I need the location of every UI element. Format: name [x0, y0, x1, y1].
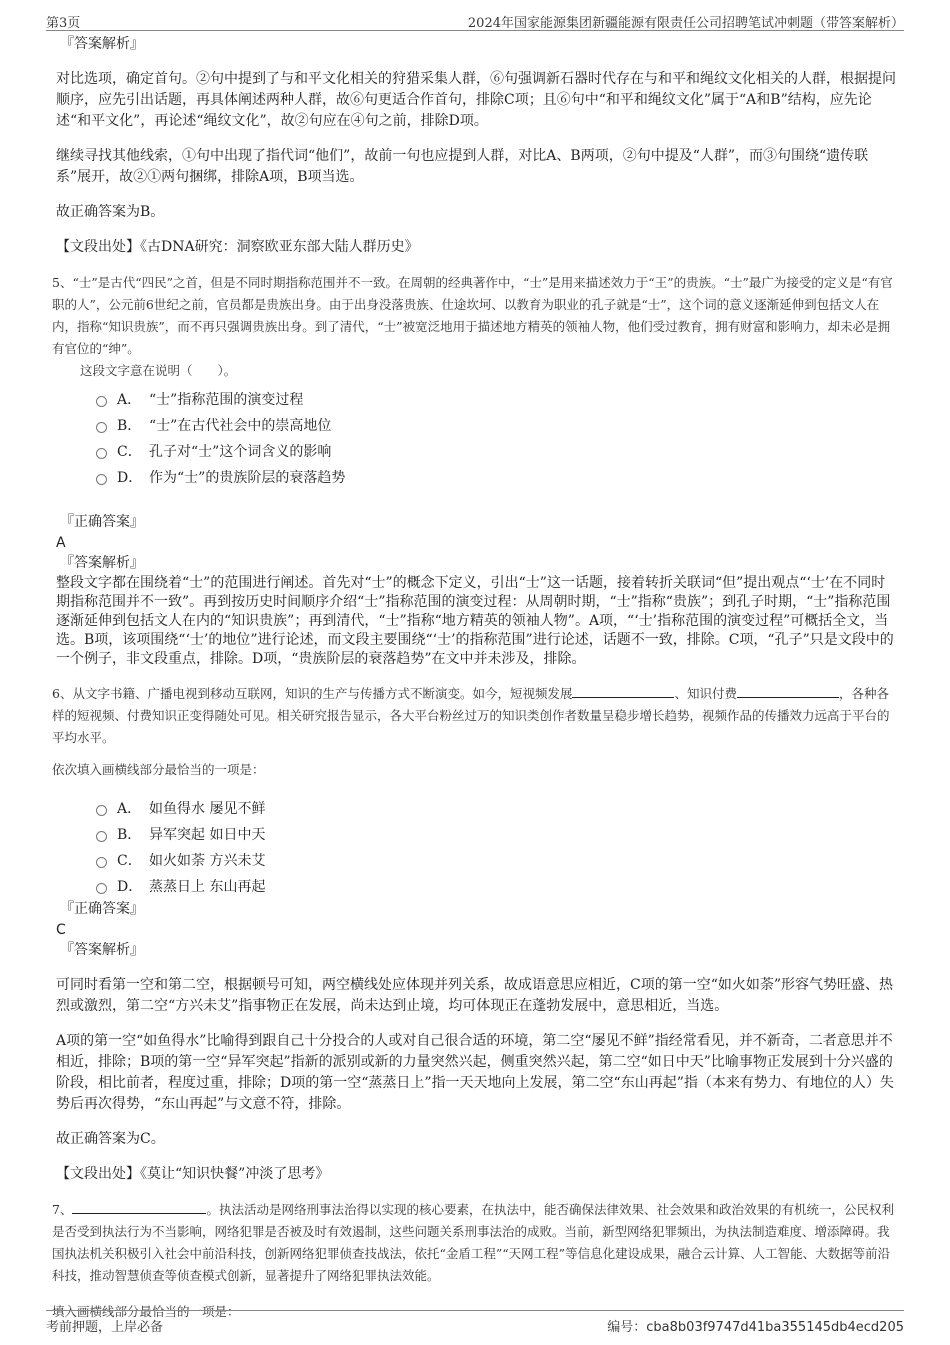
- q6-options: [96, 795, 896, 899]
- q5-prompt: 这段文字意在说明（ ）。: [80, 363, 237, 378]
- page-header: [46, 8, 904, 31]
- q5-stem: 5、“士”是古代“四民”之首，但是不同时期指称范围并不一致。在周朝的经典著作中，“士”是用来描述效力于“王”的贵族。“士”最广为接受的定义是“有官职的人”，公元前6世纪之前，官员都是贵族出身。由于出身没落贵族、仕途坎坷、以教育为职业的孔子就是“士”，这个词的意义逐渐延伸到包括文人在内，指称“知识贵族”，而不再只强调贵族出身。到了清代，“士”被宽泛地用于描述地方精英的领袖人物，他们受过教育，拥有财富和影响力，却未必是拥有官位的“绅”。: [52, 275, 893, 356]
- main-content: [52, 34, 896, 1323]
- q5-analysis-tag: 『答案解析』: [60, 555, 144, 571]
- q6-answer: C: [56, 922, 66, 938]
- q6-prompt: 依次填入画横线部分最恰当的一项是：: [52, 762, 265, 777]
- blank-q7: [72, 1201, 206, 1214]
- page-number: 第3页: [46, 16, 81, 31]
- q5-option-a[interactable]: A． “士”指称范围的演变过程: [96, 386, 896, 412]
- q5-options: [96, 386, 896, 490]
- radio-icon[interactable]: [96, 474, 107, 485]
- q4-analysis-tag: 『答案解析』: [60, 36, 144, 52]
- footer-slogan: 考前押题，上岸必备: [46, 1320, 164, 1335]
- radio-icon[interactable]: [96, 448, 107, 459]
- radio-icon[interactable]: [96, 831, 107, 842]
- q5-option-c[interactable]: C． 孔子对“士”这个词含义的影响: [96, 438, 896, 464]
- q5-analysis: 整段文字都在围绕着“士”的范围进行阐述。首先对“士”的概念下定义，引出“士”这一话题，接着转折关联词“但”提出观点“‘士’在不同时期指称范围并不一致”。再到按历史时间顺序介绍“士”指称范围的演变过程：从周朝时期，“士”指称“贵族”；到孔子时期，“士”指称范围逐渐延伸到包括文人在内的“知识贵族”；再到清代，“士”指称“地方精英的领袖人物”。A项，“‘士’指称范围的演变过程”可概括全文，当选。B项，该项围绕“‘士’的地位”进行论述，而文段主要围绕“‘士’的指称范围”进行论述，话题不一致，排除。C项，“孔子”只是文段中的一个例子，非文段重点，排除。D项，“贵族阶层的衰落趋势”在文中并未涉及，排除。: [56, 575, 894, 667]
- radio-icon[interactable]: [96, 857, 107, 868]
- q5-answer-tag: 『正确答案』: [60, 514, 144, 530]
- q6-option-a[interactable]: A． 如鱼得水 屡见不鲜: [96, 795, 896, 821]
- q6-option-c[interactable]: C． 如火如荼 方兴未艾: [96, 847, 896, 873]
- blank-1: [572, 685, 674, 698]
- q7-stem: 7、 。执法活动是网络刑事法治得以实现的核心要素，在执法中，能否确保法律效果、社会效果和政治效果的有机统一，公民权利是否受到执法行为不当影响，网络犯罪是否被及时有效遏制，这些问题关系刑事法治的成败。当前，新型网络犯罪频出，为执法制造难度、增添障碍。我国执法机关积极引入社会中前沿科技，创新网络犯罪侦查技战法，依托“金盾工程”“天网工程”等信息化建设成果，融合云计算、人工智能、大数据等前沿科技，推动智慧侦查等侦查模式创新，显著提升了网络犯罪执法效能。: [52, 1202, 894, 1283]
- q6-stem: 6、从文字书籍、广播电视到移动互联网，知识的生产与传播方式不断演变。如今，短视频发展 、知识付费 ，各种各样的短视频、付费知识正变得随处可见。相关研究报告显示，各大平台粉丝过万的知识类创作者数量呈稳步增长趋势，视频作品的传播效力远高于平台的平均水平。: [52, 686, 890, 745]
- q5-option-b[interactable]: B． “士”在古代社会中的崇高地位: [96, 412, 896, 438]
- q6-option-b[interactable]: B． 异军突起 如日中天: [96, 821, 896, 847]
- q6-conclusion: 故正确答案为C。: [56, 1131, 165, 1147]
- page-footer: [46, 1310, 904, 1335]
- q6-option-d[interactable]: D． 蒸蒸日上 东山再起: [96, 873, 896, 899]
- radio-icon[interactable]: [96, 883, 107, 894]
- radio-icon[interactable]: [96, 396, 107, 407]
- radio-icon[interactable]: [96, 805, 107, 816]
- q5-answer: A: [56, 535, 66, 551]
- q4-source: 【文段出处】《古DNA研究：洞察欧亚东部大陆人群历史》: [56, 239, 419, 255]
- radio-icon[interactable]: [96, 422, 107, 433]
- document-code: 编号：cba8b03f9747d41ba355145db4ecd205: [607, 1320, 904, 1335]
- blank-2: [737, 685, 839, 698]
- q7-prompt: 填入画横线部分最恰当的一项是：: [52, 1304, 240, 1319]
- q4-conclusion: 故正确答案为B。: [56, 204, 165, 220]
- q6-analysis-p1: 可同时看第一空和第二空，根据顿号可知，两空横线处应体现并列关系，故成语意思应相近，C项的第一空“如火如荼”形容气势旺盛、热烈或激烈，第二空“方兴未艾”指事物正在发展，尚未达到止境，均可体现正在蓬勃发展中，意思相近，当选。: [56, 977, 894, 1014]
- q4-analysis-p2: 继续寻找其他线索，①句中出现了指代词“他们”，故前一句也应提到人群，对比A、B两项，②句中提及“人群”，而③句围绕“遗传联系”展开，故②①两句捆绑，排除A项，B项当选。: [56, 148, 869, 185]
- q6-analysis-p2: A项的第一空“如鱼得水”比喻得到跟自己十分投合的人或对自己很合适的环境，第二空“屡见不鲜”指经常看见，并不新奇，二者意思并不相近，排除；B项的第一空“异军突起”指新的派别或新的力量突然兴起，侧重突然兴起，第二空“如日中天”比喻事物正发展到十分兴盛的阶段，相比前者，程度过重，排除；D项的第一空“蒸蒸日上”指一天天地向上发展，第二空“东山再起”指（本来有势力、有地位的人）失势后再次得势，“东山再起”与文意不符，排除。: [56, 1033, 894, 1112]
- q6-analysis-tag: 『答案解析』: [60, 942, 144, 958]
- q6-source: 【文段出处】《莫让“知识快餐”冲淡了思考》: [56, 1166, 330, 1182]
- q6-answer-tag: 『正确答案』: [60, 901, 144, 917]
- q5-option-d[interactable]: D． 作为“士”的贵族阶层的衰落趋势: [96, 464, 896, 490]
- document-title: 2024年国家能源集团新疆能源有限责任公司招聘笔试冲刺题（带答案解析）: [467, 16, 904, 31]
- q4-analysis-p1: 对比选项，确定首句。②句中提到了与和平文化相关的狩猎采集人群，⑥句强调新石器时代存在与和平和绳纹文化相关的人群，根据提问顺序，应先引出话题，再具体阐述两种人群，故⑥句更适合作首句，排除C项；且⑥句中“和平和绳纹文化”属于“A和B”结构，应先论述“和平文化”，再论述“绳纹文化”，故②句应在④句之前，排除D项。: [56, 71, 896, 129]
